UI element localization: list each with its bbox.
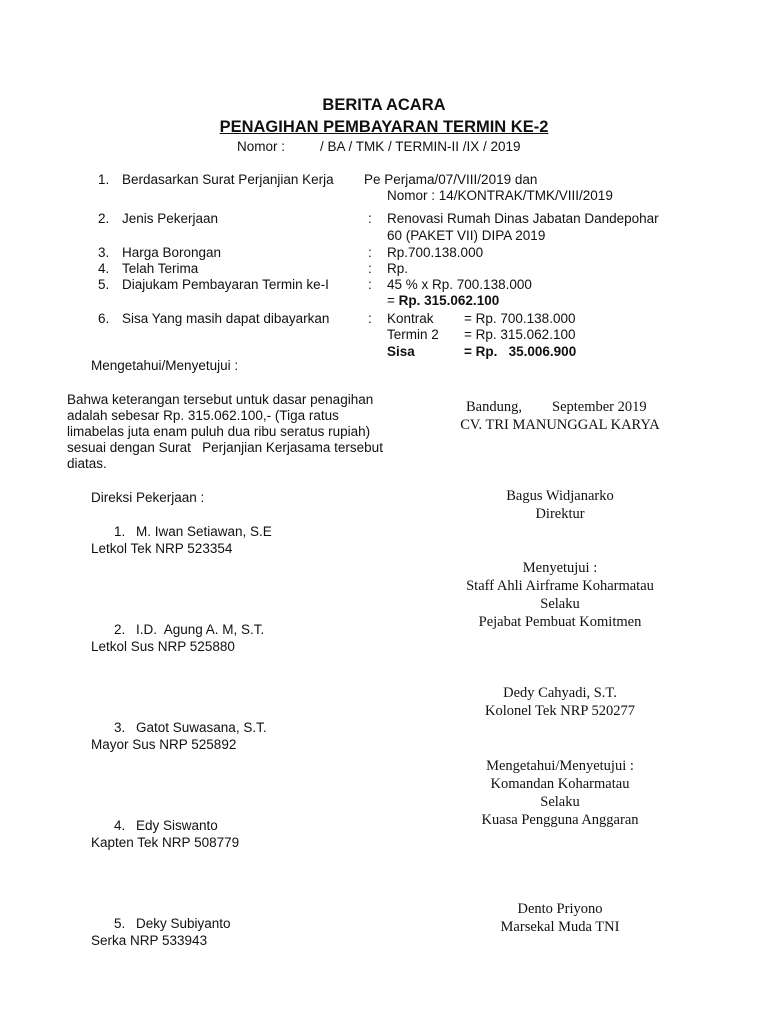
item-number: 2. [98, 211, 110, 226]
selaku-label: Selaku [540, 794, 580, 810]
member-name: Edy Siswanto [136, 818, 218, 833]
document-title: BERITA ACARA [322, 96, 446, 114]
member-rank: Serka NRP 533943 [91, 933, 208, 948]
item-number: 5. [98, 277, 110, 292]
member-name: M. Iwan Setiawan, S.E [136, 524, 272, 539]
item-number: 1. [98, 172, 110, 187]
member-rank: Letkol Sus NRP 525880 [91, 639, 235, 654]
mengetahui-label-right: Mengetahui/Menyetujui : [486, 758, 634, 774]
member-name: I.D. Agung A. M, S.T. [136, 622, 265, 637]
item-result [387, 293, 499, 309]
signatory-name: Bagus Widjanarko [506, 488, 614, 504]
member-number: 4. [114, 818, 126, 833]
item-value: Renovasi Rumah Dinas Jabatan Dandepohar [387, 211, 659, 226]
sisa-label: Sisa [387, 344, 415, 359]
statement-line: diatas. [67, 456, 107, 471]
statement-line: limabelas juta enam puluh dua ribu seratus rupiah) [67, 424, 371, 439]
member-rank: Mayor Sus NRP 525892 [91, 737, 237, 752]
company-name: CV. TRI MANUNGGAL KARYA [460, 417, 660, 433]
item-value: Pe Perjama/07/VIII/2019 dan [364, 172, 538, 187]
termin-value: = Rp. 315.062.100 [464, 327, 576, 342]
member-number: 1. [114, 524, 126, 539]
sisa-value: = Rp. 35.006.900 [464, 344, 577, 359]
item-label: Sisa Yang masih dapat dibayarkan [122, 311, 330, 326]
signatory-rank: Kolonel Tek NRP 520277 [484, 703, 636, 719]
item-value: Rp. [387, 261, 409, 276]
statement-line: adalah sebesar Rp. 315.062.100,- (Tiga ratus [67, 408, 339, 423]
item-value: Nomor : 14/KONTRAK/TMK/VIII/2019 [387, 188, 613, 203]
member-name: Deky Subiyanto [136, 916, 231, 931]
statement-line: sesuai dengan Surat Perjanjian Kerjasama tersebut [67, 440, 383, 455]
ppk-title: Pejabat Pembuat Komitmen [478, 614, 642, 630]
kpa-title: Kuasa Pengguna Anggaran [481, 812, 639, 828]
mengetahui-label: Mengetahui/Menyetujui : [91, 358, 239, 373]
date: September 2019 [552, 399, 647, 415]
item-value: Rp.700.138.000 [387, 245, 484, 260]
kontrak-value: = Rp. 700.138.000 [464, 311, 576, 326]
signatory-name: Dento Priyono [517, 901, 603, 917]
item-separator: : [368, 311, 372, 326]
item-label: Jenis Pekerjaan [122, 211, 219, 226]
kontrak-label: Kontrak [387, 311, 434, 326]
staff-title: Staff Ahli Airframe Koharmatau [466, 578, 654, 594]
member-number: 3. [114, 720, 126, 735]
item-label: Diajukam Pembayaran Termin ke-I [122, 277, 329, 292]
item-label: Harga Borongan [122, 245, 222, 260]
direksi-label: Direksi Pekerjaan : [91, 490, 205, 505]
komandan-title: Komandan Koharmatau [490, 776, 630, 792]
item-value: 45 % x Rp. 700.138.000 [387, 277, 532, 292]
signatory-name: Dedy Cahyadi, S.T. [503, 685, 617, 701]
item-value: 60 (PAKET VII) DIPA 2019 [387, 228, 546, 243]
signatory-rank: Marsekal Muda TNI [500, 919, 620, 935]
statement-line: Bahwa keterangan tersebut untuk dasar penagihan [67, 392, 374, 407]
item-number: 3. [98, 245, 110, 260]
member-number: 5. [114, 916, 126, 931]
selaku-label: Selaku [540, 596, 580, 612]
place: Bandung, [466, 399, 522, 415]
termin-label: Termin 2 [387, 327, 439, 342]
item-result-eq: = [387, 293, 399, 308]
menyetujui-label: Menyetujui : [522, 560, 598, 576]
document-subtitle: PENAGIHAN PEMBAYARAN TERMIN KE-2 [219, 118, 549, 136]
member-name: Gatot Suwasana, S.T. [136, 720, 267, 735]
item-number: 6. [98, 311, 110, 326]
item-separator: : [368, 211, 372, 226]
member-number: 2. [114, 622, 126, 637]
signatory-title: Direktur [535, 506, 585, 522]
item-label: Berdasarkan Surat Perjanjian Kerja [122, 172, 334, 187]
item-number: 4. [98, 261, 110, 276]
item-separator: : [368, 245, 372, 260]
member-rank: Letkol Tek NRP 523354 [91, 541, 233, 556]
item-separator: : [368, 261, 372, 276]
item-separator: : [368, 277, 372, 292]
item-result-value: Rp. 315.062.100 [398, 293, 500, 308]
nomor-value: / BA / TMK / TERMIN-II /IX / 2019 [320, 139, 521, 154]
member-rank: Kapten Tek NRP 508779 [91, 835, 240, 850]
nomor-label: Nomor : [237, 139, 286, 154]
item-label: Telah Terima [122, 261, 199, 276]
